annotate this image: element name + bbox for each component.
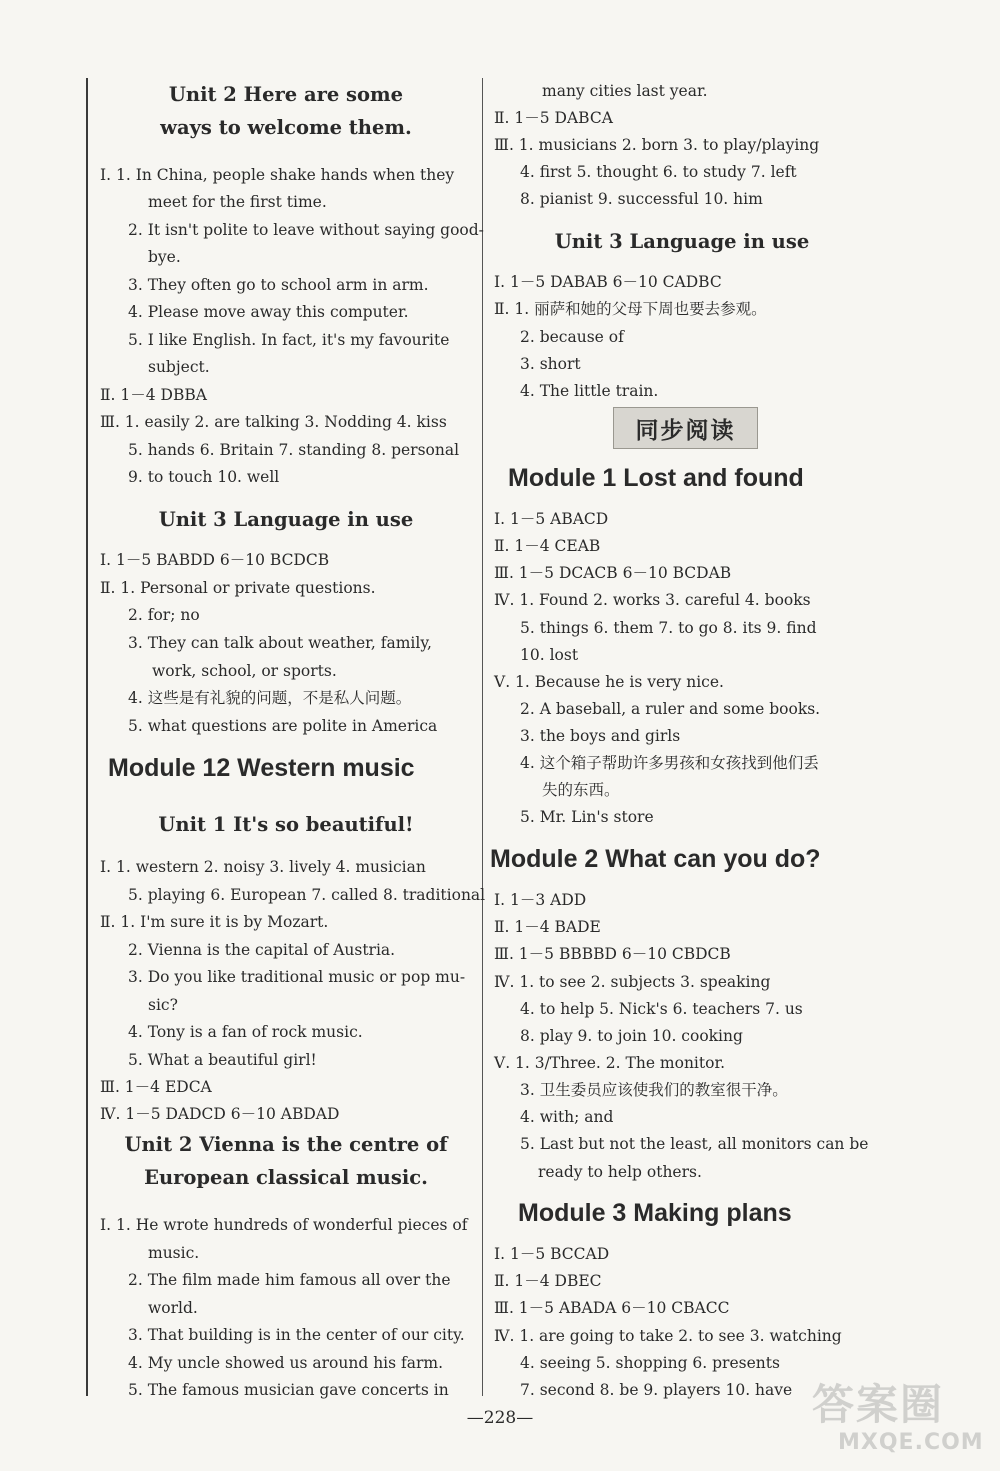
unit2b-title-line2: European classical music. — [144, 1166, 428, 1189]
answer-line: 8. play 9. to join 10. cooking — [520, 1027, 743, 1045]
answer-line: 2. for; no — [128, 606, 200, 624]
watermark-text: 答案圈 — [812, 1380, 945, 1429]
answer-line: 4. The little train. — [520, 382, 659, 400]
unit3-title-right: Unit 3 Language in use — [554, 230, 810, 253]
answer-line: Ⅳ. 1－5 DADCD 6－10 ABDAD — [100, 1105, 340, 1123]
answer-line: Ⅳ. 1. Found 2. works 3. careful 4. books — [494, 591, 811, 609]
answer-line: Ⅱ. 1－4 DBBA — [100, 386, 207, 404]
answer-line: 5. The famous musician gave concerts in — [128, 1381, 449, 1399]
answer-line: Ⅲ. 1－4 EDCA — [100, 1078, 212, 1096]
answer-line: Ⅴ. 1. Because he is very nice. — [494, 673, 724, 691]
answer-line: Ⅲ. 1. musicians 2. born 3. to play/playing — [494, 136, 820, 154]
answer-line: Ⅱ. 1－5 DABCA — [494, 109, 613, 127]
answer-line: Ⅰ. 1－3 ADD — [494, 891, 587, 909]
left-margin-rule — [86, 78, 88, 1396]
answer-line: 4. first 5. thought 6. to study 7. left — [520, 163, 797, 181]
answer-line: ready to help others. — [538, 1163, 702, 1181]
answer-line: 4. 这些是有礼貌的问题，不是私人问题。 — [128, 689, 412, 707]
answer-line: 8. pianist 9. successful 10. him — [520, 190, 763, 208]
answer-line: 10. lost — [520, 646, 579, 664]
unit2-title-line1: Unit 2 Here are some — [168, 83, 404, 106]
unit2b-title-line1: Unit 2 Vienna is the centre of — [124, 1133, 448, 1156]
answer-line: Ⅰ. 1－5 DABAB 6－10 CADBC — [494, 273, 722, 291]
answer-line: many cities last year. — [542, 82, 708, 100]
watermark-url: MXQE.COM — [838, 1430, 984, 1455]
answer-line: Ⅰ. 1－5 ABACD — [494, 510, 609, 528]
module3-title: Module 3 Making plans — [518, 1199, 792, 1227]
module1-title: Module 1 Lost and found — [508, 464, 804, 492]
answer-line: Ⅱ. 1. Personal or private questions. — [100, 579, 376, 597]
answer-line: sic? — [148, 996, 178, 1014]
answer-line: Ⅰ. 1. He wrote hundreds of wonderful pieces of — [100, 1216, 468, 1234]
answer-line: Ⅱ. 1. I'm sure it is by Mozart. — [100, 913, 329, 931]
answer-line: work, school, or sports. — [152, 662, 337, 680]
answer-line: 4. Please move away this computer. — [128, 303, 409, 321]
answer-line: 失的东西。 — [542, 781, 620, 799]
answer-line: Ⅲ. 1－5 DCACB 6－10 BCDAB — [494, 564, 732, 582]
answer-line: 4. with; and — [520, 1108, 614, 1126]
answer-line: 4. to help 5. Nick's 6. teachers 7. us — [520, 1000, 803, 1018]
unit3-title: Unit 3 Language in use — [158, 508, 414, 531]
column-divider — [482, 78, 483, 1396]
answer-line: music. — [148, 1244, 200, 1262]
answer-line: world. — [148, 1299, 198, 1317]
answer-line: 5. Last but not the least, all monitors can be — [520, 1135, 869, 1153]
answer-line: 3. the boys and girls — [520, 727, 681, 745]
answer-line: 4. My uncle showed us around his farm. — [128, 1354, 444, 1372]
answer-line: 2. Vienna is the capital of Austria. — [128, 941, 396, 959]
page-number: —228— — [466, 1408, 534, 1428]
unit1-title: Unit 1 It's so beautiful! — [158, 813, 414, 836]
answer-line: Ⅴ. 1. 3/Three. 2. The monitor. — [494, 1054, 726, 1072]
answer-line: 4. 这个箱子帮助许多男孩和女孩找到他们丢 — [520, 754, 819, 772]
answer-line: 5. things 6. them 7. to go 8. its 9. find — [520, 619, 817, 637]
answer-line: 2. The film made him famous all over the — [128, 1271, 451, 1289]
answer-line: 5. hands 6. Britain 7. standing 8. personal — [128, 441, 460, 459]
answer-line: 3. short — [520, 355, 581, 373]
answer-line: subject. — [148, 358, 210, 376]
answer-line: meet for the first time. — [148, 193, 327, 211]
answer-line: Ⅲ. 1. easily 2. are talking 3. Nodding 4. kiss — [100, 413, 447, 431]
answer-line: 4. Tony is a fan of rock music. — [128, 1023, 363, 1041]
answer-line: Ⅱ. 1－4 DBEC — [494, 1272, 602, 1290]
answer-line: 2. A baseball, a ruler and some books. — [520, 700, 821, 718]
watermark-logo — [790, 1370, 984, 1460]
answer-line: 5. What a beautiful girl! — [128, 1051, 317, 1069]
answer-line: 3. 卫生委员应该使我们的教室很干净。 — [520, 1081, 788, 1099]
answer-line: 5. I like English. In fact, it's my favourite — [128, 331, 450, 349]
answer-line: 3. They often go to school arm in arm. — [128, 276, 429, 294]
answer-line: Ⅱ. 1－4 BADE — [494, 918, 601, 936]
unit2-title-line2: ways to welcome them. — [160, 116, 412, 139]
answer-line: 2. It isn't polite to leave without saying good- — [128, 221, 484, 239]
module2-title: Module 2 What can you do? — [490, 845, 821, 873]
answer-line: 3. That building is in the center of our city. — [128, 1326, 465, 1344]
answer-line: Ⅳ. 1. to see 2. subjects 3. speaking — [494, 973, 771, 991]
answer-line: Ⅱ. 1. 丽萨和她的父母下周也要去参观。 — [494, 300, 767, 318]
answer-line: 3. They can talk about weather, family, — [128, 634, 432, 652]
answer-line: 5. playing 6. European 7. called 8. traditional — [128, 886, 486, 904]
answer-line: 4. seeing 5. shopping 6. presents — [520, 1354, 780, 1372]
answer-line: Ⅲ. 1－5 ABADA 6－10 CBACC — [494, 1299, 730, 1317]
answer-line: 9. to touch 10. well — [128, 468, 280, 486]
module12-title: Module 12 Western music — [108, 754, 415, 782]
answer-line: Ⅳ. 1. are going to take 2. to see 3. watching — [494, 1327, 842, 1345]
answer-line: Ⅰ. 1. In China, people shake hands when they — [100, 166, 455, 184]
answer-line: 7. second 8. be 9. players 10. have — [520, 1381, 793, 1399]
answer-line: 3. Do you like traditional music or pop mu- — [128, 968, 466, 986]
section-label-box: 同步阅读 — [613, 407, 758, 449]
answer-line: Ⅰ. 1－5 BABDD 6－10 BCDCB — [100, 551, 330, 569]
answer-line: bye. — [148, 248, 181, 266]
answer-line: 2. because of — [520, 328, 624, 346]
answer-line: 5. Mr. Lin's store — [520, 808, 654, 826]
answer-line: Ⅰ. 1－5 BCCAD — [494, 1245, 610, 1263]
answer-line: Ⅰ. 1. western 2. noisy 3. lively 4. musician — [100, 858, 426, 876]
answer-line: 5. what questions are polite in America — [128, 717, 438, 735]
answer-line: Ⅱ. 1－4 CEAB — [494, 537, 601, 555]
answer-line: Ⅲ. 1－5 BBBBD 6－10 CBDCB — [494, 945, 731, 963]
